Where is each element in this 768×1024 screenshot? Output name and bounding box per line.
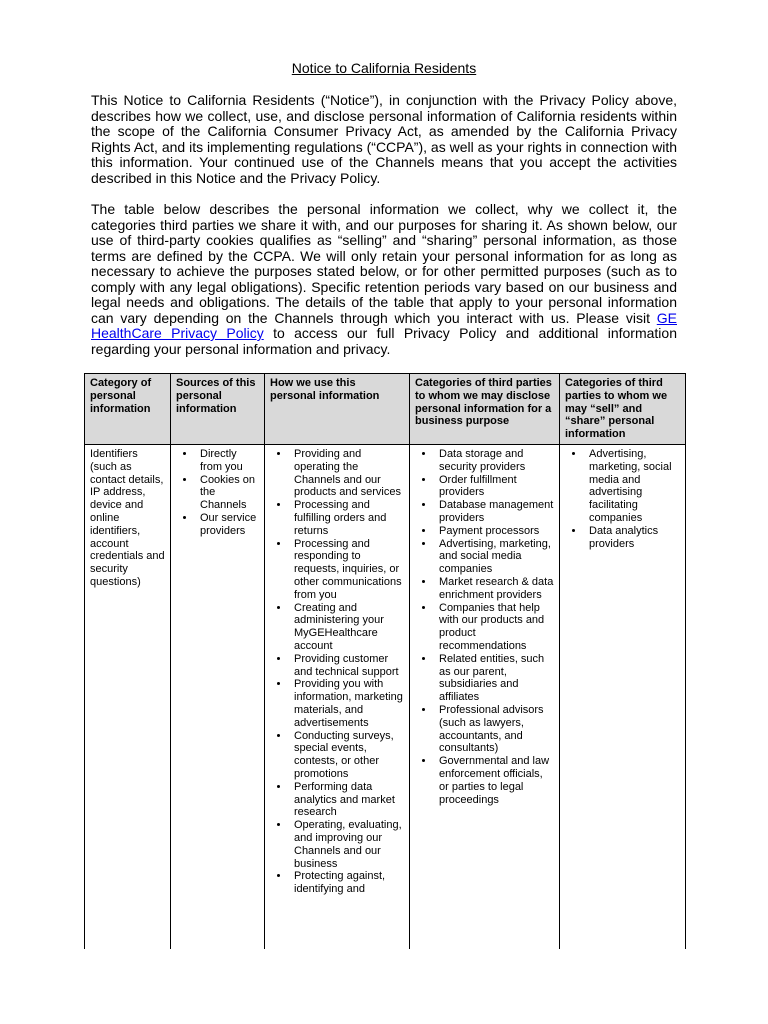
list-item: • Processing and fulfilling orders and returns xyxy=(290,499,404,537)
list-item: • Directly from you xyxy=(196,448,259,474)
page-title: Notice to California Residents xyxy=(291,60,477,76)
list-item: • Advertising, marketing, and social media companies xyxy=(435,538,554,576)
cell-category: Identifiers (such as contact details, IP address, device and online identifiers, account credentials and security questions) xyxy=(85,445,171,952)
cell-sources xyxy=(171,445,265,952)
header-sell-share: Categories of third parties to whom we may “sell” and “share” personal information xyxy=(560,374,686,445)
list-item: • Operating, evaluating, and improving our Channels and our business xyxy=(290,819,404,870)
list-item: • Data analytics providers xyxy=(585,525,680,551)
personal-information-table xyxy=(84,373,686,952)
list-item: • Professional advisors (such as lawyers, accountants, and consultants) xyxy=(435,704,554,755)
list-item: • Database management providers xyxy=(435,499,554,525)
cell-uses xyxy=(265,445,410,952)
intro-paragraph: This Notice to California Residents (“Notice”), in conjunction with the Privacy Policy above, describes how we collect, use, and disclose personal information of California residents within the scope of the California Consumer Privacy Act, as amended by the California Privacy Rights Act, and its implementing regulations (“CCPA”), as well as your rights in connection with this information. Your continued use of the Channels means that you accept the activities described in this Notice and the Privacy Policy. xyxy=(91,92,677,186)
paragraph-text: The table below describes the personal information we collect, why we collect it, the categories third parties we share it with, and our purposes for sharing it. As shown below, our use of third-party cookies qualifies as “selling” and “sharing” personal information, as those terms are defined by the CCPA. We will only retain your personal information for as long as necessary to achieve the purposes stated below, or for other permitted purposes (such as to comply with any legal obligations). Specific retention periods vary based on our business and legal needs and obligations. The details of the table that apply to your personal information can vary depending on the Channels through which you interact with us. Please visit xyxy=(91,201,677,326)
uses-list xyxy=(270,448,404,896)
cell-disclose xyxy=(410,445,560,952)
list-item: • Performing data analytics and market research xyxy=(290,781,404,819)
list-item: • Companies that help with our products and product recommendations xyxy=(435,602,554,653)
list-item: • Processing and responding to requests, inquiries, or other communications from you xyxy=(290,538,404,602)
page-cutoff xyxy=(0,949,768,1024)
sources-list xyxy=(176,448,259,538)
table-row xyxy=(85,445,686,952)
list-item: • Data storage and security providers xyxy=(435,448,554,474)
table-description-paragraph xyxy=(91,202,677,357)
paragraph-text-end: to access our full Privacy Policy and additional information regarding your personal information and privacy. xyxy=(91,325,677,357)
header-uses: How we use this personal information xyxy=(265,374,410,445)
list-item: • Creating and administering your MyGEHealthcare account xyxy=(290,602,404,653)
header-sources: Sources of this personal information xyxy=(171,374,265,445)
list-item: • Order fulfillment providers xyxy=(435,474,554,500)
list-item: • Governmental and law enforcement officials, or parties to legal proceedings xyxy=(435,755,554,806)
cell-sell-share xyxy=(560,445,686,952)
header-disclose: Categories of third parties to whom we may disclose personal information for a business purpose xyxy=(410,374,560,445)
sell-share-list xyxy=(565,448,680,550)
list-item: • Providing you with information, marketing materials, and advertisements xyxy=(290,678,404,729)
list-item: • Advertising, marketing, social media and advertising facilitating companies xyxy=(585,448,680,525)
list-item: • Our service providers xyxy=(196,512,259,538)
privacy-policy-link[interactable]: GE HealthCare Privacy Policy xyxy=(91,309,677,341)
list-item: • Protecting against, identifying and xyxy=(290,870,404,896)
disclose-list xyxy=(415,448,554,806)
list-item: • Conducting surveys, special events, contests, or other promotions xyxy=(290,730,404,781)
list-item: • Providing and operating the Channels and our products and services xyxy=(290,448,404,499)
table-header-row xyxy=(85,374,686,445)
list-item: • Cookies on the Channels xyxy=(196,474,259,512)
list-item: • Providing customer and technical support xyxy=(290,653,404,679)
list-item: • Payment processors xyxy=(435,525,554,538)
list-item: • Related entities, such as our parent, subsidiaries and affiliates xyxy=(435,653,554,704)
header-category: Category of personal information xyxy=(85,374,171,445)
list-item: • Market research & data enrichment providers xyxy=(435,576,554,602)
